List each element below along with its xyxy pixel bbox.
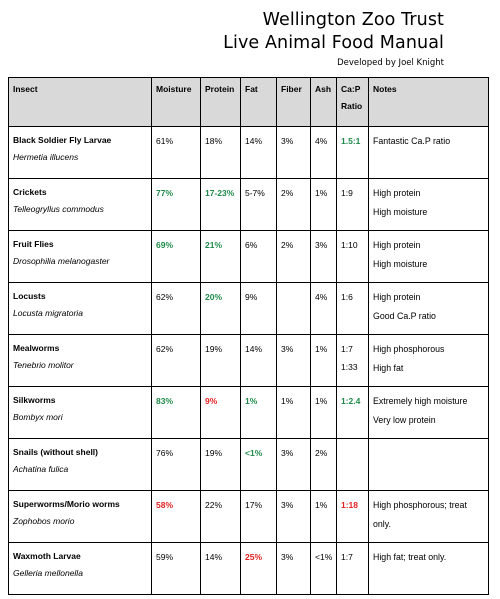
ratio-value: 1:7: [341, 344, 353, 354]
notes-cell: [369, 231, 489, 283]
ash-cell: [311, 231, 337, 283]
protein-value: 21%: [205, 240, 223, 250]
ratio-value: [341, 444, 364, 462]
column-header-ash: Ash: [311, 78, 337, 127]
table-row: [9, 439, 489, 491]
insect-common-name: Silkworms: [13, 395, 56, 405]
insect-cell: [9, 179, 152, 231]
fat-value: 25%: [245, 552, 263, 562]
ash-cell: [311, 335, 337, 387]
notes-cell: [369, 127, 489, 179]
fat-value: 9%: [245, 292, 258, 302]
protein-value: 19%: [205, 344, 223, 354]
insect-cell: [9, 387, 152, 439]
fiber-value: 2%: [281, 240, 294, 250]
fiber-cell: [277, 439, 311, 491]
ratio-cell: [337, 283, 369, 335]
insect-cell: [9, 335, 152, 387]
ash-cell: [311, 439, 337, 491]
fiber-cell: [277, 283, 311, 335]
table-row: [9, 387, 489, 439]
ash-value: <1%: [315, 552, 333, 562]
insect-scientific-name: Hermetia illucens: [13, 152, 79, 162]
ratio-value: 1:6: [341, 292, 353, 302]
protein-cell: [201, 491, 241, 543]
fat-cell: [241, 543, 277, 595]
moisture-value: 59%: [156, 552, 174, 562]
note-line: High moisture: [373, 259, 428, 269]
protein-cell: [201, 335, 241, 387]
note-line: Good Ca.P ratio: [373, 311, 436, 321]
note-line: only.: [373, 519, 391, 529]
insect-scientific-name: Tenebrio molitor: [13, 360, 74, 370]
protein-cell: [201, 543, 241, 595]
ratio-value: 1.5:1: [341, 136, 361, 146]
insect-common-name: Waxmoth Larvae: [13, 551, 81, 561]
ratio-cell: [337, 543, 369, 595]
table-row: [9, 231, 489, 283]
moisture-cell: [152, 127, 201, 179]
moisture-value: 76%: [156, 448, 174, 458]
fiber-cell: [277, 335, 311, 387]
column-header-ratio: [337, 78, 369, 127]
moisture-value: 83%: [156, 396, 174, 406]
insect-cell: [9, 543, 152, 595]
moisture-cell: [152, 335, 201, 387]
moisture-cell: [152, 387, 201, 439]
ratio-value: 1:7: [341, 552, 353, 562]
ash-cell: [311, 387, 337, 439]
fat-cell: [241, 283, 277, 335]
insect-scientific-name: Zophobos morio: [13, 516, 75, 526]
fat-cell: [241, 335, 277, 387]
table-body: [9, 127, 489, 595]
column-header-ratio-line2: Ratio: [341, 101, 363, 111]
fiber-value: [281, 288, 306, 306]
protein-value: 18%: [205, 136, 223, 146]
nutrition-table: [8, 77, 489, 595]
insect-common-name: Fruit Flies: [13, 239, 54, 249]
note-line: High protein: [373, 240, 421, 250]
column-header-fat: Fat: [241, 78, 277, 127]
ash-value: 1%: [315, 188, 328, 198]
insect-common-name: Black Soldier Fly Larvae: [13, 135, 112, 145]
protein-cell: [201, 387, 241, 439]
fiber-value: 3%: [281, 552, 294, 562]
column-header-protein: Protein: [201, 78, 241, 127]
notes-cell: [369, 283, 489, 335]
note-line: Very low protein: [373, 415, 436, 425]
insect-common-name: Crickets: [13, 187, 47, 197]
fiber-value: 1%: [281, 396, 294, 406]
insect-cell: [9, 491, 152, 543]
insect-common-name: Locusts: [13, 291, 46, 301]
protein-cell: [201, 439, 241, 491]
moisture-value: 69%: [156, 240, 174, 250]
ratio-cell: [337, 439, 369, 491]
column-header-notes: Notes: [369, 78, 489, 127]
ratio-value: 1:9: [341, 188, 353, 198]
ash-value: 1%: [315, 344, 328, 354]
protein-cell: [201, 231, 241, 283]
notes-cell: [369, 179, 489, 231]
insect-scientific-name: Drosophilia melanogaster: [13, 256, 110, 266]
fat-value: 14%: [245, 136, 263, 146]
table-row: [9, 179, 489, 231]
note-line: High fat: [373, 363, 404, 373]
insect-cell: [9, 231, 152, 283]
fat-cell: [241, 439, 277, 491]
column-header-ratio-line1: Ca:P: [341, 84, 361, 94]
moisture-value: 62%: [156, 292, 174, 302]
protein-cell: [201, 127, 241, 179]
table-header-row: [9, 78, 489, 127]
document-header: [223, 8, 444, 68]
table-row: [9, 543, 489, 595]
moisture-cell: [152, 491, 201, 543]
fat-cell: [241, 231, 277, 283]
fiber-cell: [277, 179, 311, 231]
insect-scientific-name: Locusta migratoria: [13, 308, 83, 318]
document-title: Wellington Zoo Trust: [262, 10, 444, 30]
fiber-cell: [277, 543, 311, 595]
fat-value: <1%: [245, 448, 263, 458]
note-line: High moisture: [373, 207, 428, 217]
protein-value: 20%: [205, 292, 223, 302]
note-line: Extremely high moisture: [373, 396, 468, 406]
notes-cell: [369, 439, 489, 491]
fiber-cell: [277, 127, 311, 179]
ash-cell: [311, 283, 337, 335]
fat-cell: [241, 179, 277, 231]
fiber-value: 2%: [281, 188, 294, 198]
table-row: [9, 283, 489, 335]
fiber-value: 3%: [281, 344, 294, 354]
ratio-cell: [337, 179, 369, 231]
fiber-value: 3%: [281, 500, 294, 510]
ash-value: 2%: [315, 448, 328, 458]
insect-cell: [9, 127, 152, 179]
moisture-value: 62%: [156, 344, 174, 354]
author-credit: Developed by Joel Knight: [337, 58, 444, 68]
moisture-cell: [152, 283, 201, 335]
ratio-value: 1:33: [341, 362, 358, 372]
insect-common-name: Mealworms: [13, 343, 60, 353]
ash-value: 1%: [315, 500, 328, 510]
moisture-value: 58%: [156, 500, 174, 510]
document-subtitle: Live Animal Food Manual: [223, 33, 444, 53]
notes-cell: [369, 491, 489, 543]
note-line: Fantastic Ca.P ratio: [373, 136, 451, 146]
ash-cell: [311, 127, 337, 179]
note-line: High protein: [373, 188, 421, 198]
notes-cell: [369, 387, 489, 439]
note-line: High fat; treat only.: [373, 552, 447, 562]
note-line: High protein: [373, 292, 421, 302]
moisture-cell: [152, 543, 201, 595]
protein-cell: [201, 179, 241, 231]
insect-cell: [9, 439, 152, 491]
ash-cell: [311, 543, 337, 595]
moisture-value: 77%: [156, 188, 174, 198]
ash-value: 1%: [315, 396, 328, 406]
notes-cell: [369, 335, 489, 387]
note-line: High phosphorous: [373, 344, 445, 354]
fat-value: 5-7%: [245, 188, 265, 198]
ash-value: 4%: [315, 292, 328, 302]
fat-value: 6%: [245, 240, 258, 250]
insect-common-name: Superworms/Morio worms: [13, 499, 120, 509]
fiber-value: 3%: [281, 448, 294, 458]
notes-cell: [369, 543, 489, 595]
moisture-cell: [152, 179, 201, 231]
fat-cell: [241, 387, 277, 439]
ash-cell: [311, 491, 337, 543]
protein-value: 19%: [205, 448, 223, 458]
column-header-moisture: Moisture: [152, 78, 201, 127]
moisture-cell: [152, 231, 201, 283]
table-row: [9, 335, 489, 387]
insect-cell: [9, 283, 152, 335]
ratio-value: 1:18: [341, 500, 359, 510]
ratio-cell: [337, 335, 369, 387]
ratio-cell: [337, 231, 369, 283]
protein-value: 22%: [205, 500, 223, 510]
insect-scientific-name: Achatina fulica: [13, 464, 69, 474]
ratio-cell: [337, 387, 369, 439]
fat-value: 14%: [245, 344, 263, 354]
moisture-value: 61%: [156, 136, 174, 146]
fat-value: 17%: [245, 500, 263, 510]
ratio-cell: [337, 491, 369, 543]
protein-value: 14%: [205, 552, 223, 562]
protein-value: 9%: [205, 396, 218, 406]
note-line: High phosphorous; treat: [373, 500, 467, 510]
fat-cell: [241, 491, 277, 543]
ratio-value: 1:2.4: [341, 396, 361, 406]
fiber-cell: [277, 491, 311, 543]
table-row: [9, 127, 489, 179]
table-row: [9, 491, 489, 543]
moisture-cell: [152, 439, 201, 491]
fat-value: 1%: [245, 396, 258, 406]
protein-value: 17-23%: [205, 188, 235, 198]
ash-value: 3%: [315, 240, 328, 250]
fiber-value: 3%: [281, 136, 294, 146]
ratio-cell: [337, 127, 369, 179]
insect-common-name: Snails (without shell): [13, 447, 99, 457]
insect-scientific-name: Telleogryllus commodus: [13, 204, 104, 214]
fiber-cell: [277, 231, 311, 283]
fat-cell: [241, 127, 277, 179]
insect-scientific-name: Bombyx mori: [13, 412, 63, 422]
column-header-insect: Insect: [9, 78, 152, 127]
insect-scientific-name: Gelleria mellonella: [13, 568, 83, 578]
ratio-value: 1:10: [341, 240, 358, 250]
ash-value: 4%: [315, 136, 328, 146]
column-header-fiber: Fiber: [277, 78, 311, 127]
fiber-cell: [277, 387, 311, 439]
ash-cell: [311, 179, 337, 231]
protein-cell: [201, 283, 241, 335]
